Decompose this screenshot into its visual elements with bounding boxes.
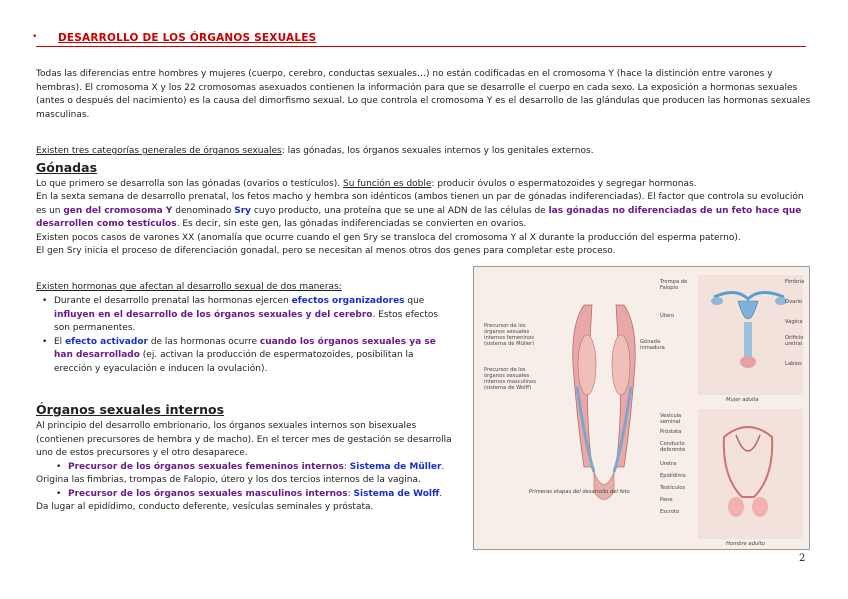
- precursor-masculino: Precursor de los órganos sexuales masculinos internos: [68, 488, 348, 499]
- internos-heading: Órganos sexuales internos: [36, 402, 225, 417]
- label-precursor-m-3: internos masculinos: [484, 379, 536, 385]
- section-title: DESARROLLO DE LOS ÓRGANOS SEXUALES: [58, 32, 317, 44]
- sep: :: [347, 488, 354, 499]
- label-labios: Labios: [785, 361, 802, 367]
- label-precursor-f-3: internos femeninos: [484, 335, 534, 341]
- gen-cromosoma-y: gen del cromosoma Y: [63, 205, 173, 216]
- gonadas-line-1b: : producir óvulos o espermatozoides y segregar hormonas.: [431, 179, 697, 189]
- label-pene: Pene: [660, 497, 673, 503]
- caption-male: Hombre adulto: [726, 541, 765, 547]
- label-uretra: Uretra: [660, 461, 677, 467]
- internos-list-male: [36, 488, 464, 502]
- hormonas-list: [36, 295, 448, 376]
- gonadas-highlight: las gónadas no diferenciadas de un feto hace que desarrollen como testículos: [36, 205, 802, 229]
- label-epididimo: Epidídimo: [660, 473, 686, 479]
- label-orificio-1: Orificio: [785, 335, 804, 341]
- gonadas-p2a: En la sexta semana de desarrollo prenatal, los fetos macho y hembra son idénticos (ambos tienen un par de gónadas indiferenciadas). El factor que controla su evolución es un: [36, 192, 804, 216]
- label-testiculos: Testículos: [660, 485, 686, 491]
- label-precursor-f-1: Precursor de los: [484, 323, 526, 329]
- label-utero: Útero: [660, 313, 675, 319]
- label-gonada-2: inmadura: [640, 345, 665, 351]
- categories-line: [36, 145, 811, 159]
- page-number: 2: [799, 553, 806, 564]
- anatomy-figure: [473, 266, 810, 550]
- internos-list-female: [36, 461, 464, 475]
- label-precursor-f-4: (sistema de Müller): [484, 341, 535, 347]
- label-vesicula-1: Vesícula: [660, 413, 682, 419]
- internos-female-desc: Origina las fimbrias, trompas de Falopio, útero y los dos tercios internos de la vagina.: [36, 475, 421, 485]
- caption-fetal: Primeras etapas del desarrollo del feto: [529, 489, 630, 495]
- label-precursor-m-2: órganos sexuales: [484, 373, 530, 379]
- sry-term: Sry: [234, 205, 252, 216]
- gonadas-p2b: denominado: [172, 205, 235, 216]
- male-panel: [698, 409, 803, 539]
- end: .: [441, 461, 445, 472]
- label-gonada-1: Gónada: [640, 339, 661, 345]
- hormonas-b1-highlight: influyen en el desarrollo de los órganos sexuales y del cerebro: [54, 309, 373, 320]
- hormonas-b1a: Durante el desarrollo prenatal las hormonas ejercen: [54, 296, 292, 306]
- anatomy-illustration: [474, 267, 809, 549]
- label-fimbria: Fimbria: [785, 279, 805, 285]
- section-header: [32, 31, 806, 47]
- gonadas-line-1a: Lo que primero se desarrolla son las gónadas (ovarios o testículos).: [36, 179, 343, 189]
- label-orificio-2: uretral: [785, 341, 803, 347]
- sistema-muller: Sistema de Müller: [349, 461, 442, 472]
- label-trompa-2: Falopio: [660, 285, 679, 291]
- gonadas-paragraph-4: El gen Sry inicia el proceso de diferenciación gonadal, pero se necesitan al menos otros dos genes para completar este proceso.: [36, 246, 616, 256]
- hormonas-b2b: de las hormonas ocurre: [147, 336, 260, 347]
- gonadas-heading: Gónadas: [36, 160, 98, 175]
- hormonas-intro-text: Existen hormonas que afectan al desarrollo sexual de dos maneras:: [36, 282, 342, 292]
- label-trompa-1: Trompa de: [660, 279, 688, 285]
- label-escroto: Escroto: [660, 509, 680, 515]
- list-item: [50, 461, 464, 475]
- categories-underlined: Existen tres categorías generales de órganos sexuales: [36, 146, 282, 156]
- gonadas-p2d: . Es decir, sin este gen, las gónadas indiferenciadas se convierten en ovarios.: [176, 219, 527, 229]
- caption-female: Mujer adulta: [726, 397, 759, 403]
- hormonas-b2-highlight: cuando los órganos sexuales ya se han desarrollado: [54, 336, 436, 360]
- label-ovario: Ovario: [785, 299, 803, 305]
- gonadas-paragraph-3: Existen pocos casos de varones XX (anomalía que ocurre cuando el gen Sry se transloca del cromosoma Y al X durante la producción del esperma paterno).: [36, 233, 741, 243]
- label-prostata: Próstata: [660, 429, 682, 435]
- label-conducto-2: deferente: [660, 447, 686, 453]
- sep: :: [343, 461, 350, 472]
- list-item: [36, 336, 448, 377]
- efectos-organizadores: efectos organizadores: [291, 296, 405, 306]
- label-precursor-f-2: órganos sexuales: [484, 329, 530, 335]
- list-item: [50, 488, 464, 502]
- list-item: [36, 295, 448, 336]
- internos-male-desc: Da lugar al epidídimo, conducto deferente, vesículas seminales y próstata.: [36, 502, 374, 512]
- intro-paragraph: Todas las diferencias entre hombres y mujeres (cuerpo, cerebro, conductas sexuales…) no están codificadas en el cromosoma Y (hace la distinción entre varones y hembras). El cromosoma X y los 22 cromosomas asexuados contienen la información para que se desarrolle el cuerpo en cada sexo. La exposición a hormonas sexuales (antes o después del nacimiento) es la causa del dimorfismo sexual. Lo que controla el cromosoma Y es el desarrollo de las glándulas que producen las hormonas sexuales masculinas.: [36, 69, 811, 120]
- label-precursor-m-1: Precursor de los: [484, 367, 526, 373]
- efecto-activador: efecto activador: [65, 336, 148, 347]
- internos-paragraph-1: Al principio del desarrollo embrionario, los órganos sexuales internos son bisexuales (contienen precursores de hembra y de macho). En el tercer mes de gestación se desarrolla uno de estos precursores y el otro desaparece.: [36, 421, 452, 458]
- hormonas-b1c: . Estos efectos son permanentes.: [54, 309, 439, 333]
- precursor-femenino: Precursor de los órganos sexuales femeninos internos: [68, 461, 344, 472]
- hormonas-b2a: El: [54, 336, 66, 347]
- categories-rest: : las gónadas, los órganos sexuales internos y los genitales externos.: [281, 146, 594, 156]
- label-conducto-1: Conducto: [660, 441, 685, 447]
- hormonas-intro: [36, 281, 436, 295]
- gonadas-line-1: [36, 178, 811, 192]
- header-bullet: •: [32, 32, 38, 42]
- gonadas-paragraph-2: [36, 191, 811, 232]
- label-vagina: Vagina: [785, 319, 803, 325]
- internos-section: [36, 420, 464, 515]
- label-vesicula-2: seminal: [660, 419, 681, 425]
- end: .: [439, 488, 443, 499]
- sistema-wolff: Sistema de Wolff: [353, 488, 440, 499]
- label-precursor-m-4: (sistema de Wolff): [484, 385, 532, 391]
- hormonas-b1b: que: [404, 296, 425, 306]
- hormonas-b2c: (ej. activan la producción de espermatozoides, posibilitan la erección y eyaculación e inducen la ovulación).: [54, 350, 414, 374]
- gonadas-line-1-underlined: Su función es doble: [342, 179, 432, 189]
- gonadas-p2c: cuyo producto, una proteína que se une al ADN de las células de: [251, 205, 549, 216]
